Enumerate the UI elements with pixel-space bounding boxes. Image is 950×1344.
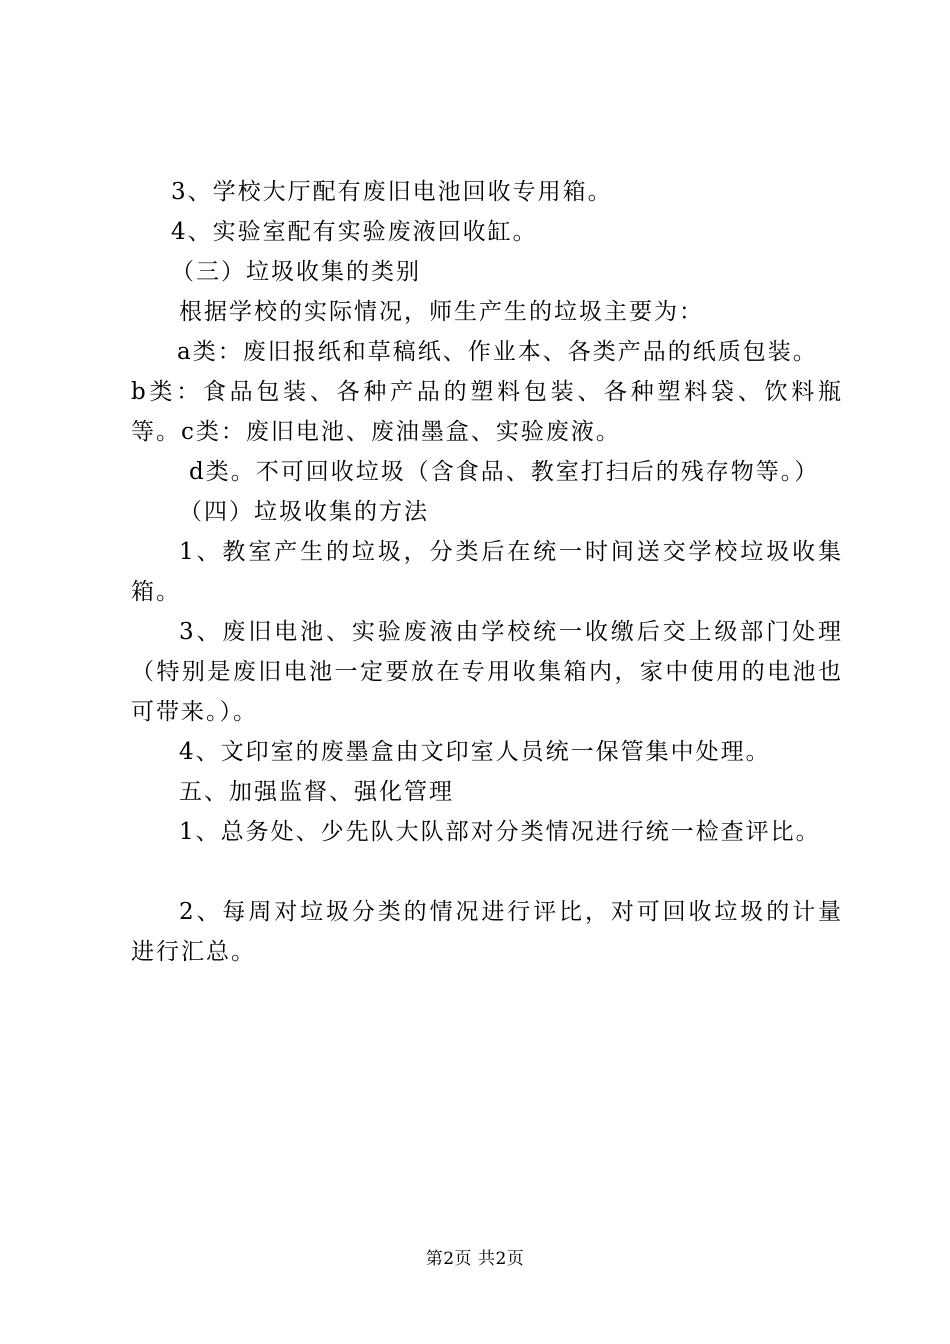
paragraph-lab-waste-tank: 4、实验室配有实验废液回收缸。 <box>171 219 538 245</box>
paragraph-category-d: d类。不可回收垃圾（含食品、教室打扫后的残存物等。） <box>189 459 820 485</box>
paragraph-category-a: a类：废旧报纸和草稿纸、作业本、各类产品的纸质包装。 <box>177 339 818 365</box>
paragraph-battery-collection: 3、废旧电池、实验废液由学校统一收缴后交上级部门处理（特别是废旧电池一定要放在专用收集箱内，家中使用的电池也可带来。）。 <box>131 619 843 725</box>
paragraph-ink-cartridges: 4、文印室的废墨盒由文印室人员统一保管集中处理。 <box>179 739 771 765</box>
section-heading-methods: （四）垃圾收集的方法 <box>179 499 429 525</box>
section-heading-supervision: 五、加强监督、强化管理 <box>179 779 454 805</box>
paragraph-battery-box: 3、学校大厅配有废旧电池回收专用箱。 <box>171 179 613 205</box>
paragraph-categories-intro: 根据学校的实际情况，师生产生的垃圾主要为： <box>179 299 704 325</box>
document-body <box>131 172 843 972</box>
paragraph-category-b-c: b类：食品包装、各种产品的塑料包装、各种塑料袋、饮料瓶等。c类：废旧电池、废油墨盒、实验废液。 <box>131 379 843 445</box>
paragraph-weekly-evaluation: 2、每周对垃圾分类的情况进行评比，对可回收垃圾的计量进行汇总。 <box>131 899 843 965</box>
paragraph-classroom-waste: 1、教室产生的垃圾，分类后在统一时间送交学校垃圾收集箱。 <box>131 539 843 605</box>
page-footer: 第2页 共2页 <box>425 1249 525 1269</box>
section-heading-categories: （三）垃圾收集的类别 <box>171 259 421 285</box>
paragraph-inspection: 1、总务处、少先队大队部对分类情况进行统一检查评比。 <box>179 819 821 845</box>
